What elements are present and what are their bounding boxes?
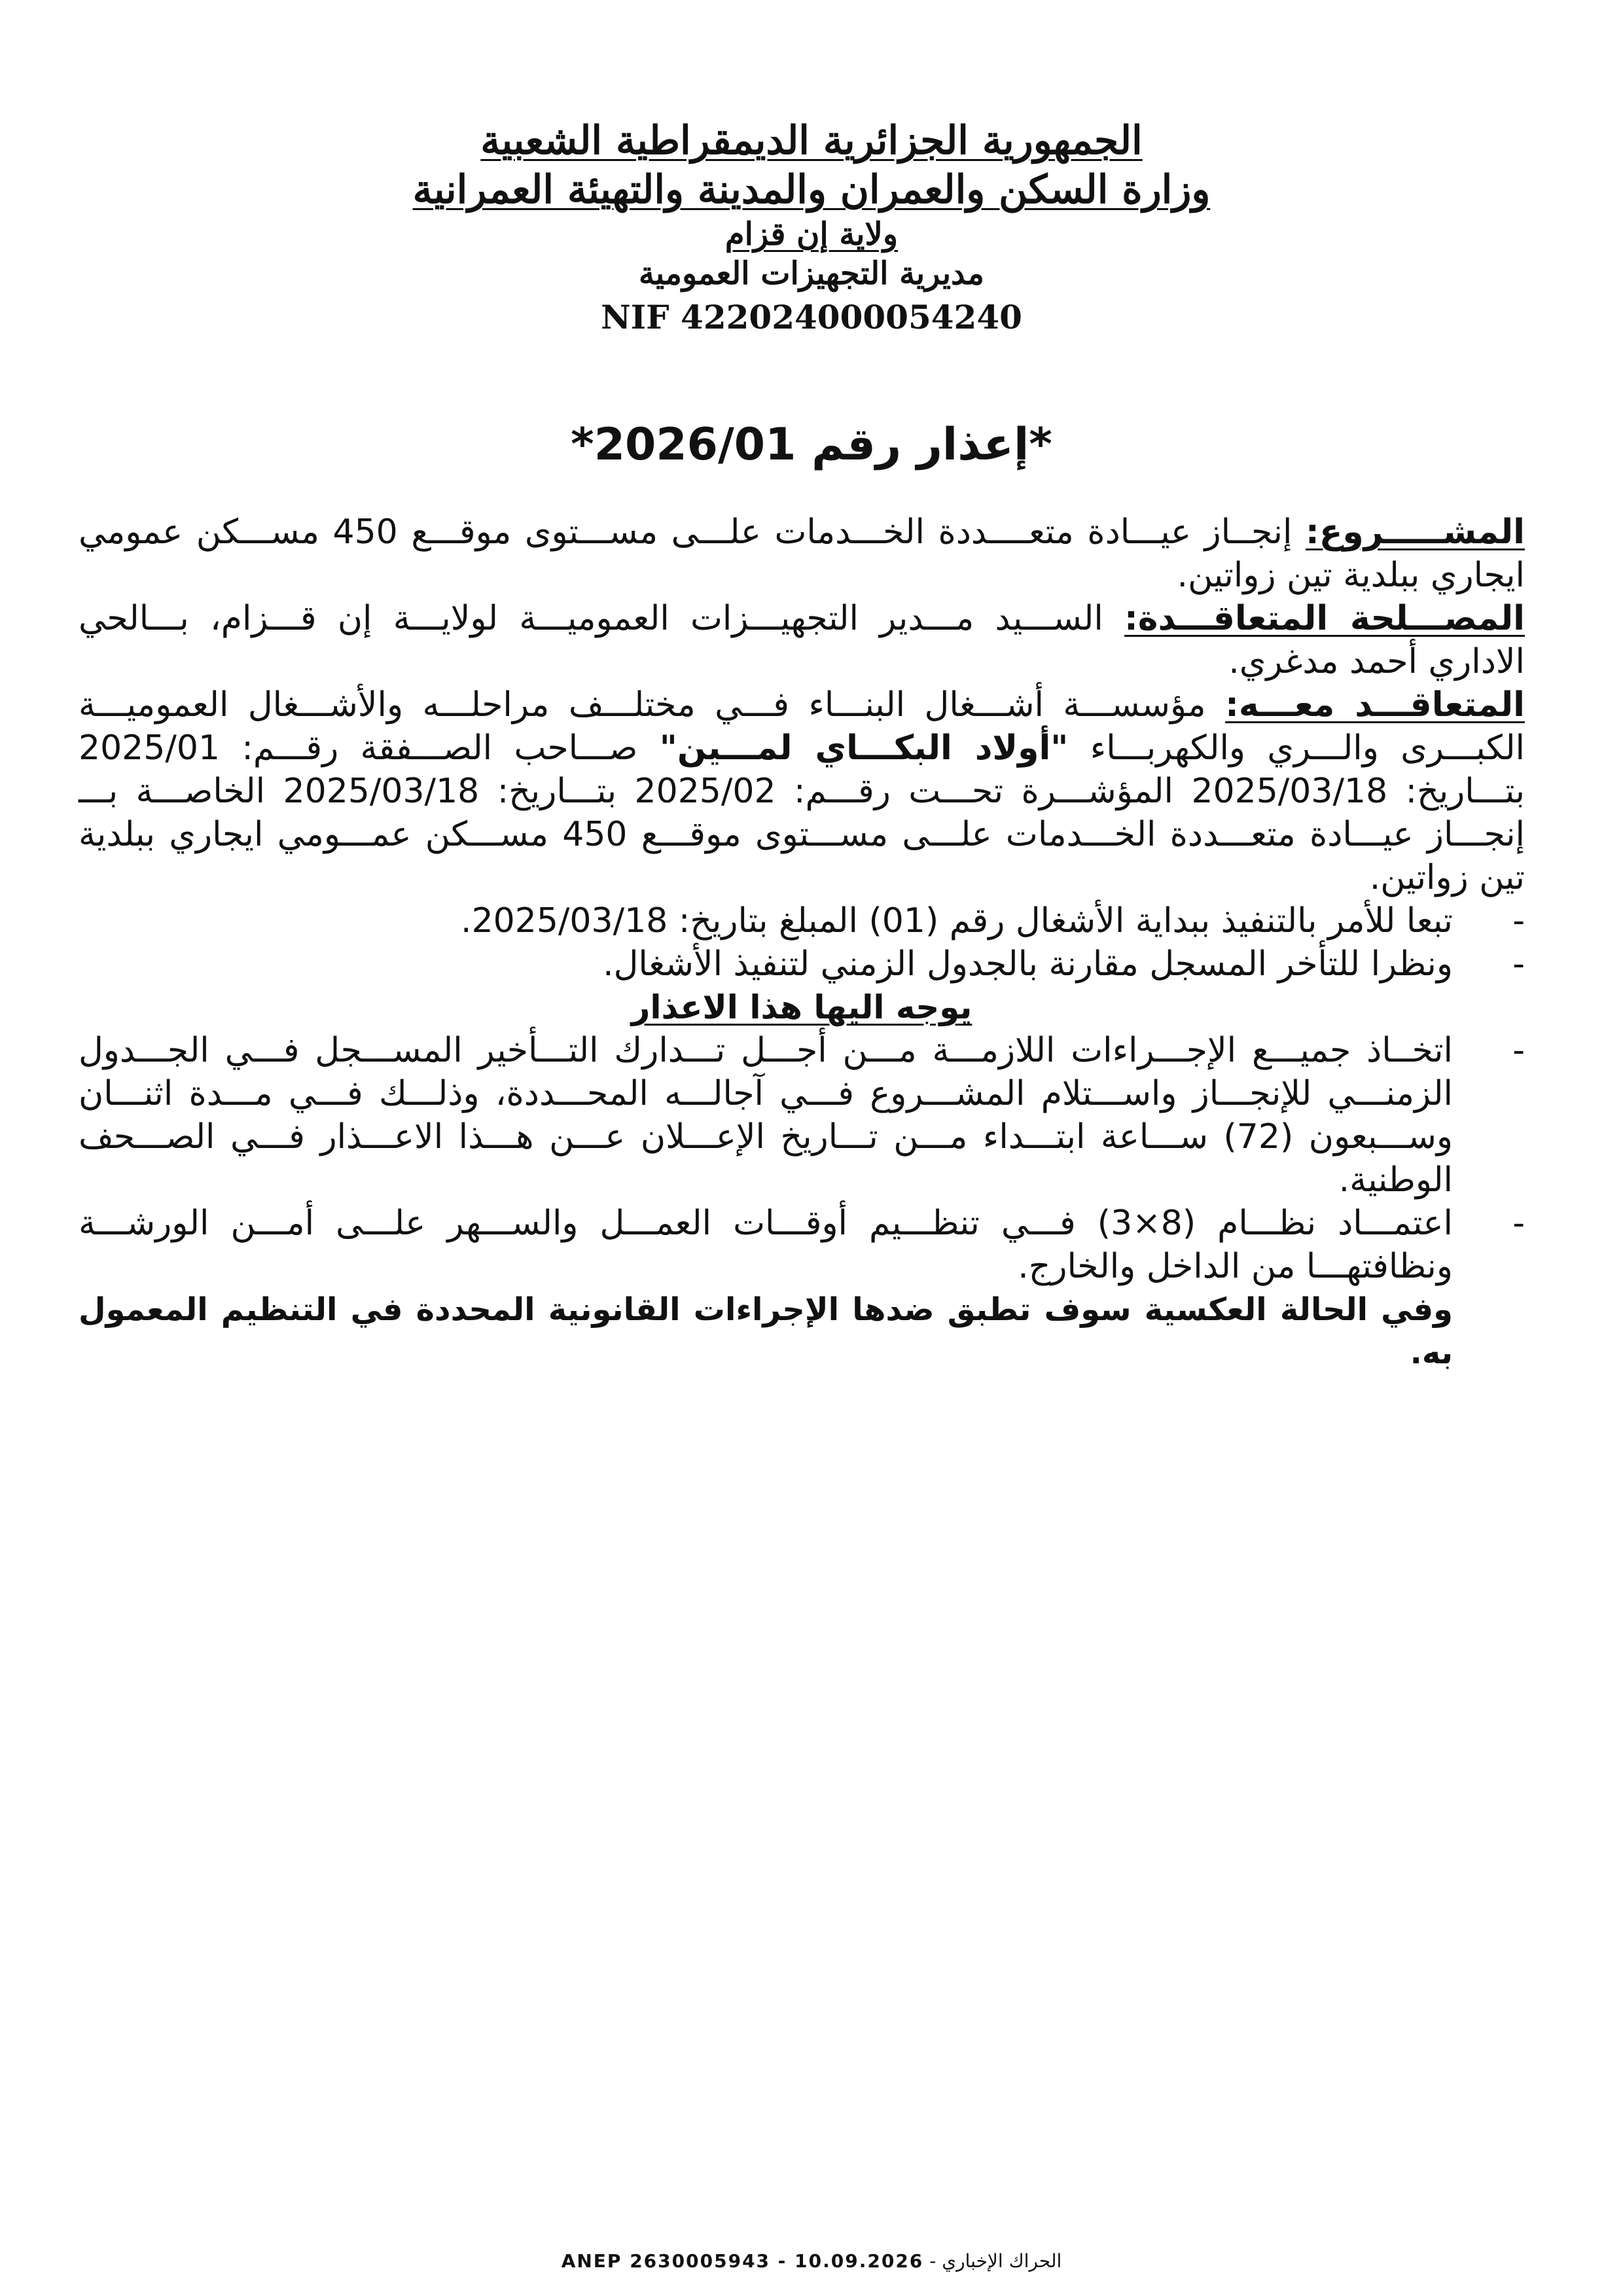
footer-source: - الحراك الإخباري bbox=[929, 2250, 1062, 2272]
directive-heading: يوجه اليها هذا الاعذار bbox=[631, 988, 972, 1026]
anep-code: ANEP 2630005943 - 10.09.2026 bbox=[561, 2250, 924, 2272]
consideration-item: - ونظرا للتأخر المسجل مقارنة بالجدول الزمني لتنفيذ الأشغال. bbox=[79, 942, 1525, 986]
contractor-paragraph bbox=[79, 683, 1525, 899]
closing-statement: وفي الحالة العكسية سوف تطبق ضدها الإجراءات القانونية المحددة في التنظيم المعمول به. bbox=[79, 1291, 1453, 1371]
project-text: إنجــاز عيـــادة متعــــددة الخـــدمات علـــى مســـتوى موقـــع 450 مســـكن عمومي ايجاري ببلدية تين زواتين. bbox=[79, 512, 1525, 595]
contracting-service-label: المصـــلحة المتعاقـــدة: bbox=[1124, 599, 1525, 638]
nif-number: NIF 422024000054240 bbox=[601, 298, 1022, 336]
project-label: المشـــــروع: bbox=[1306, 512, 1525, 552]
republic-title: الجمهورية الجزائرية الديمقراطية الشعبية bbox=[480, 118, 1143, 164]
footer bbox=[0, 2250, 1623, 2272]
contractor-name: "أولاد البكـــاي لمـــين" bbox=[659, 728, 1069, 768]
contracting-service-text: الســـيد مـــدير التجهيـــزات العموميـــة لولايـــة إن قـــزام، بـــالحي الاداري أحمد مدغري. bbox=[79, 599, 1525, 681]
contractor-label: المتعاقـــد معـــه: bbox=[1225, 685, 1525, 725]
notice-body bbox=[79, 511, 1525, 1374]
contracting-service-paragraph bbox=[79, 597, 1525, 683]
letterhead bbox=[0, 117, 1623, 338]
contractor-text-after: صـــاحب الصـــفقة رقـــم: 2025/01 بتـــاريخ: 2025/03/18 المؤشـــرة تحـــت رقـــم: 2025/02 بتـــاريخ: 2025/03/18 الخاصـــة بـــ إنجـــاز عيـــادة متعـــددة الخـــدمات علـــى مســـتوى موقـــع 450 مســـكن عمـــومي ايجاري ببلدية تين زواتين. bbox=[79, 728, 1525, 897]
directive-item: - اتخــاذ جميـــع الإجـــراءات اللازمـــة مـــن أجـــل تـــدارك التـــأخير المســـجل فـــي الجـــدول الزمنـــي للإنجـــاز واســـتلام المشـــروع فـــي آجالـــه المحـــددة، وذلـــك فـــي مـــدة اثنـــان وســـبعون (72) ســـاعة ابتـــداء مـــن تـــاريخ الإعـــلان عـــن هـــذا الاعـــذار فـــي الصـــحف الوطنية. bbox=[79, 1029, 1525, 1202]
directive-item: - اعتمـــاد نظـــام (8×3) فـــي تنظـــيم أوقـــات العمـــل والســـهر علـــى أمـــن الورشـــة ونظافتهـــا من الداخل والخارج. bbox=[79, 1202, 1525, 1288]
directives-list bbox=[79, 1029, 1525, 1288]
notice-title: *إعذار رقم 2026/01* bbox=[571, 419, 1052, 471]
project-paragraph bbox=[79, 511, 1525, 597]
ministry-title: وزارة السكن والعمران والمدينة والتهيئة العمرانية bbox=[412, 167, 1211, 213]
considerations-list bbox=[79, 899, 1525, 986]
consideration-item: - تبعا للأمر بالتنفيذ ببداية الأشغال رقم (01) المبلغ بتاريخ: 2025/03/18. bbox=[79, 899, 1525, 942]
directorate-title: مديرية التجهيزات العمومية bbox=[639, 255, 984, 292]
wilaya-title: ولاية إن قزام bbox=[724, 216, 899, 253]
contractor-text-before: مؤسســـة أشـــغال البنـــاء فـــي مختلـــف مراحلـــه والأشـــغال العموميـــة الكبـــرى والـــري والكهربـــاء bbox=[79, 685, 1525, 768]
